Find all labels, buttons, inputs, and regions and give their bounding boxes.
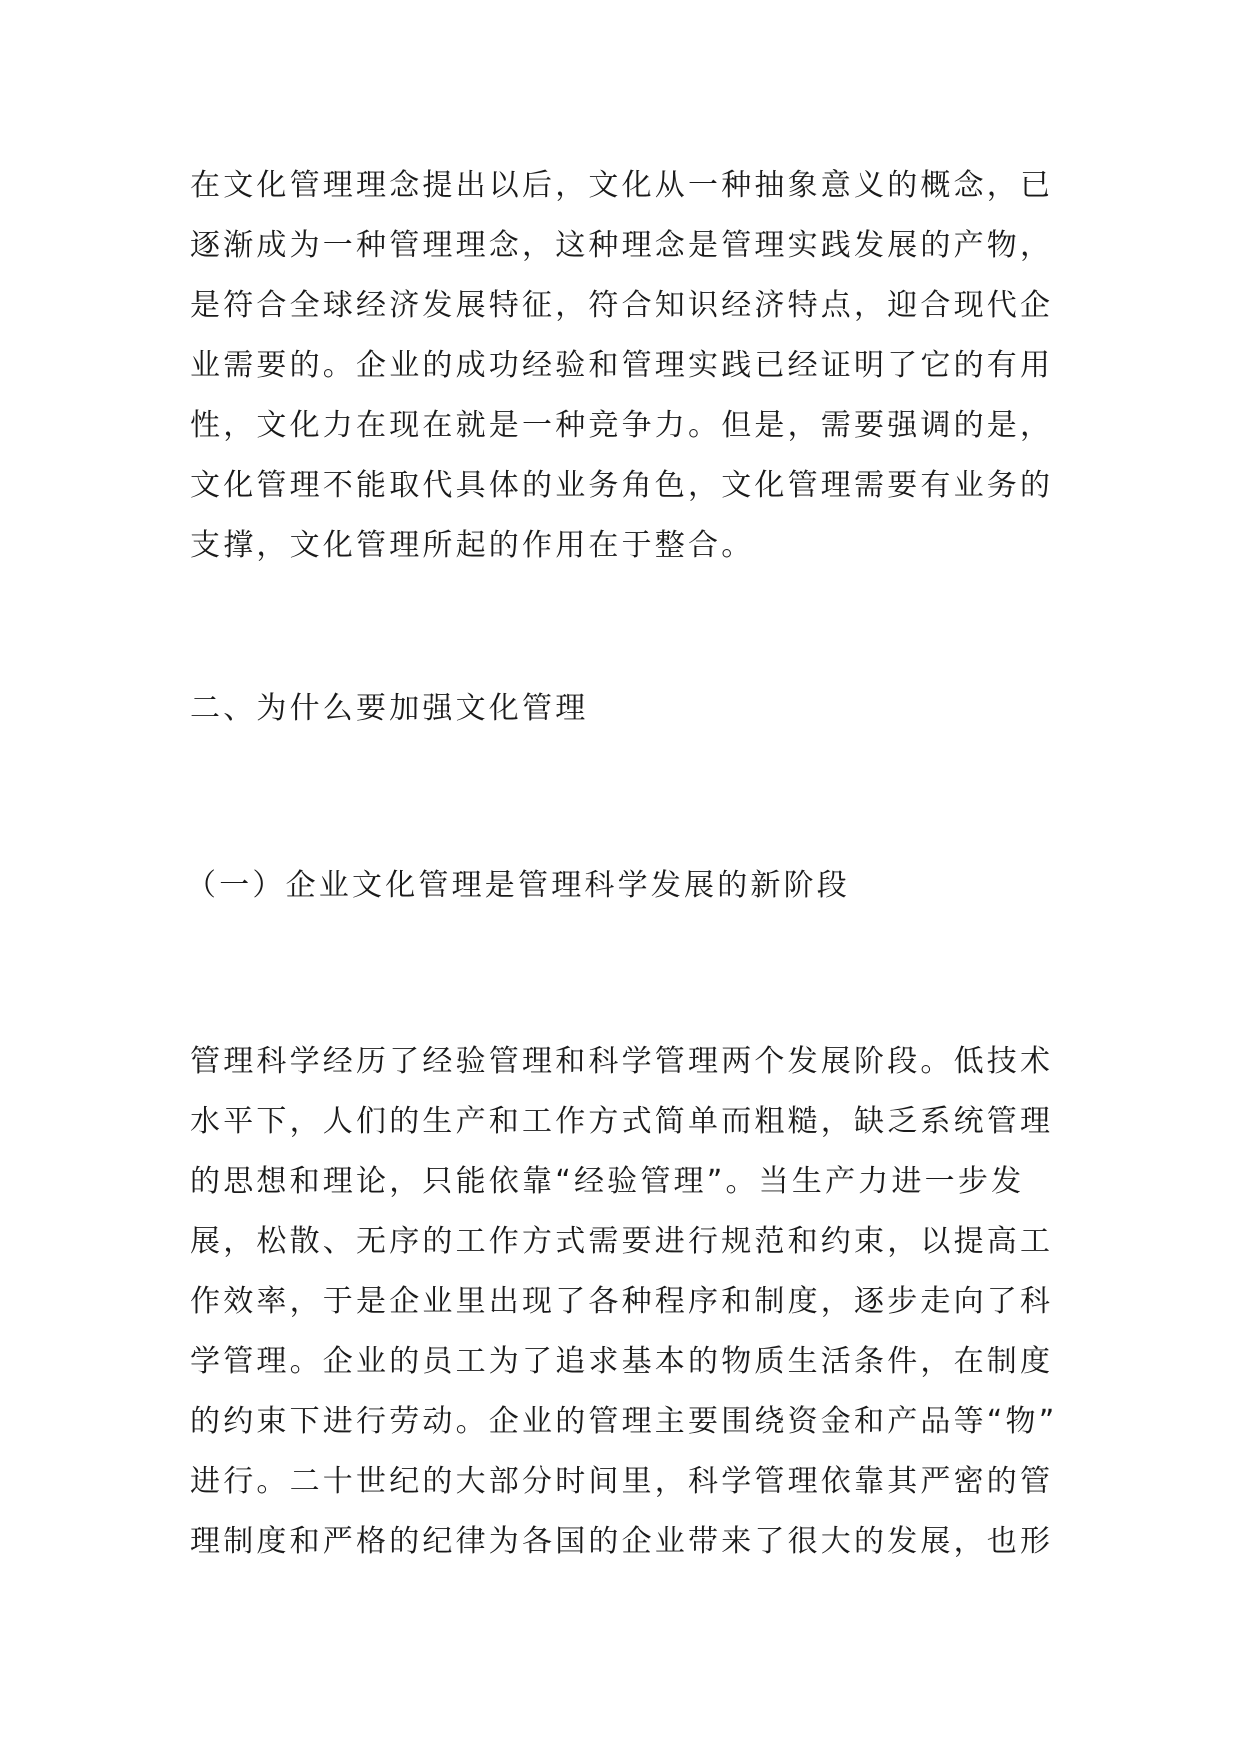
text-line: 在文化管理理念提出以后，文化从一种抽象意义的概念，已 — [190, 168, 1054, 203]
text-line: 作效率，于是企业里出现了各种程序和制度，逐步走向了科 — [190, 1284, 1054, 1319]
text-line: 的思想和理论，只能依靠“经验管理”。当生产力进一步发 — [190, 1164, 1025, 1199]
text-line: 的约束下进行劳动。企业的管理主要围绕资金和产品等“物” — [190, 1404, 1058, 1439]
text-line: 是符合全球经济发展特征，符合知识经济特点，迎合现代企 — [190, 288, 1054, 323]
text-line: 学管理。企业的员工为了追求基本的物质生活条件，在制度 — [190, 1344, 1054, 1379]
text-line: 展，松散、无序的工作方式需要进行规范和约束，以提高工 — [190, 1224, 1054, 1259]
section-heading: 二、为什么要加强文化管理 — [190, 691, 589, 726]
text-line: 逐渐成为一种管理理念，这种理念是管理实践发展的产物， — [190, 228, 1054, 263]
paragraph-management-science-stages — [190, 1032, 1058, 1572]
text-line: 理制度和严格的纪律为各国的企业带来了很大的发展，也形 — [190, 1524, 1054, 1559]
text-line: 进行。二十世纪的大部分时间里，科学管理依靠其严密的管 — [190, 1464, 1054, 1499]
text-line: 业需要的。企业的成功经验和管理实践已经证明了它的有用 — [190, 348, 1054, 383]
text-line: 文化管理不能取代具体的业务角色，文化管理需要有业务的 — [190, 468, 1054, 503]
text-line: 管理科学经历了经验管理和科学管理两个发展阶段。低技术 — [190, 1044, 1054, 1079]
text-line: 支撑，文化管理所起的作用在于整合。 — [190, 528, 755, 563]
text-line: 水平下，人们的生产和工作方式简单而粗糙，缺乏系统管理 — [190, 1104, 1054, 1139]
text-line: 性，文化力在现在就是一种竞争力。但是，需要强调的是， — [190, 408, 1054, 443]
paragraph-culture-management-concept — [190, 156, 1052, 576]
subsection-heading: （一）企业文化管理是管理科学发展的新阶段 — [186, 868, 850, 903]
